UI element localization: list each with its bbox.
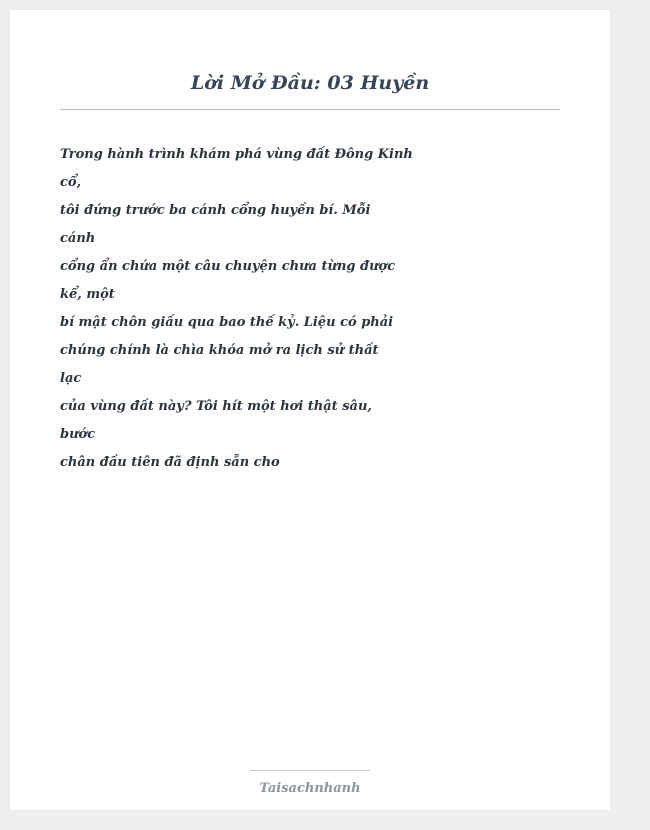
body-line: lạc [60, 371, 82, 386]
body-line: cánh [60, 231, 96, 246]
body-line: kể, một [60, 287, 115, 302]
page-title: Lời Mở Đầu: 03 Huyền [190, 72, 430, 94]
body-line: chân đầu tiên đã định sẵn cho [60, 455, 280, 470]
body-line: Trong hành trình khám phá vùng đất Đông Kinh [60, 147, 413, 162]
body-text [60, 141, 413, 477]
title-divider [60, 109, 560, 110]
body-line: cổng ẩn chứa một câu chuyện chưa từng được [60, 259, 396, 274]
body-line: tôi đứng trước ba cánh cổng huyền bí. Mỗi [60, 203, 371, 218]
body-line: chúng chính là chìa khóa mở ra lịch sử thất [60, 343, 379, 358]
body-line: của vùng đất này? Tôi hít một hơi thật sâu, [60, 399, 372, 414]
footer-brand: Taisachnhanh [259, 781, 361, 796]
body-line: bí mật chôn giấu qua bao thế kỷ. Liệu có phải [60, 315, 394, 330]
footer-divider [250, 770, 370, 771]
body-line: cổ, [60, 175, 82, 190]
body-line: bước [60, 427, 96, 442]
document-page [10, 10, 610, 810]
